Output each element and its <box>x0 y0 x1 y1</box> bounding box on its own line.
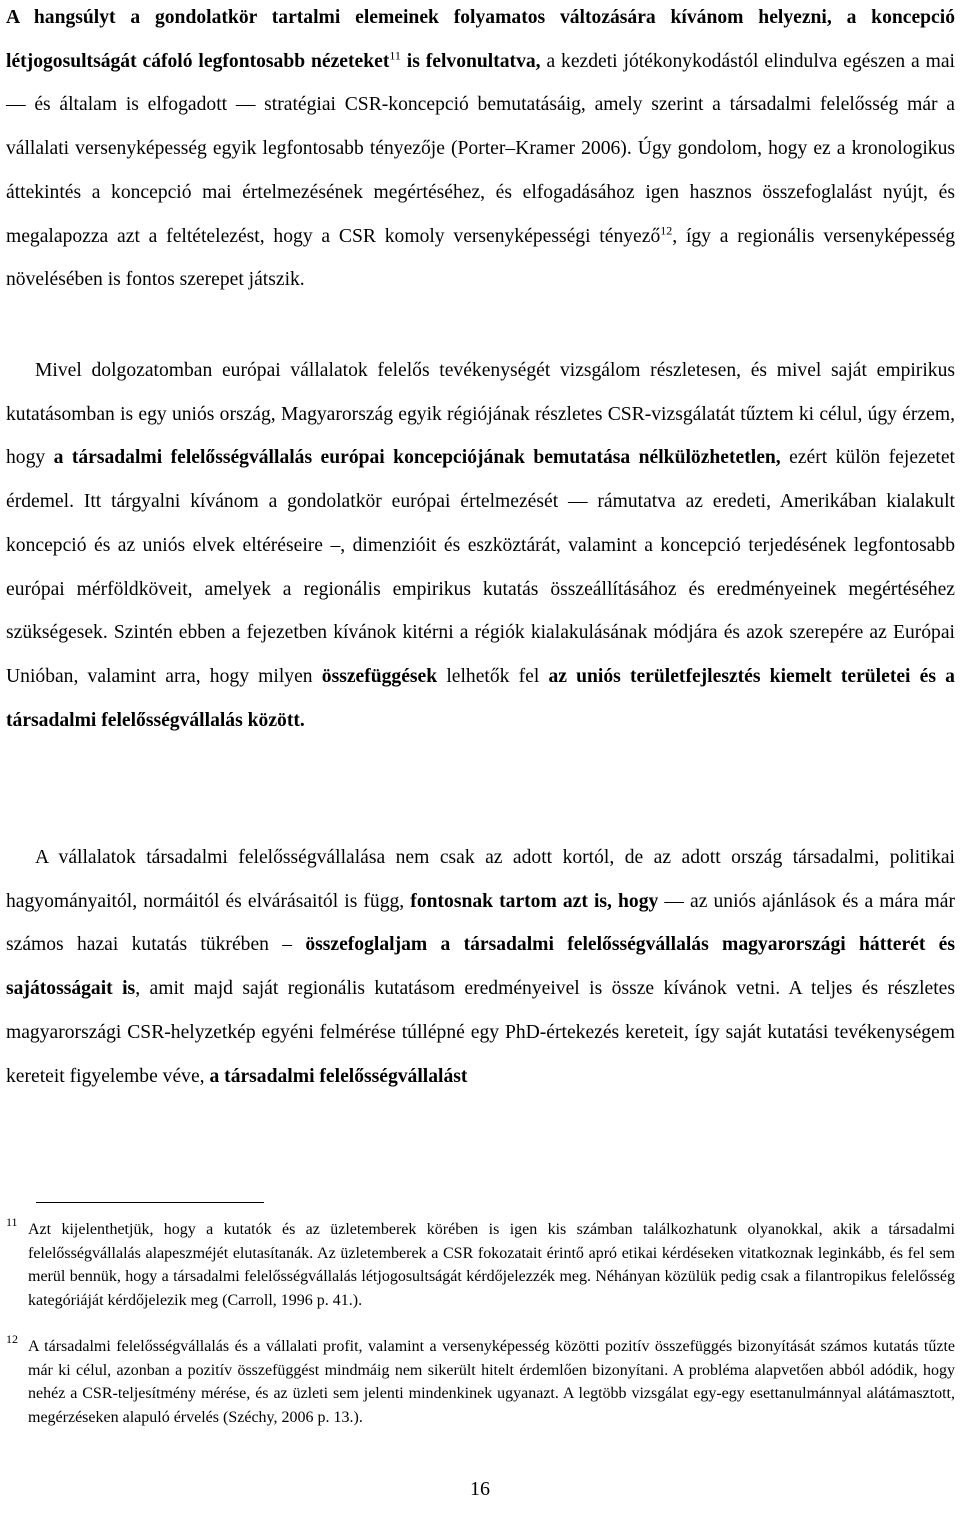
footnote-11-number: 11 <box>6 1215 18 1229</box>
paragraph-3-text-3: , amit majd saját regionális kutatásom eredményeivel is össze kívánok vetni. A teljes és részletes magyarországi CSR-helyzetkép egyéni felmérése túllépné egy PhD-értekezés kereteit, így saját kutatási tevékenységem kereteit figyelembe véve, <box>6 978 955 1087</box>
footnote-separator <box>36 1202 264 1203</box>
paragraph-3 <box>6 836 955 1098</box>
footnote-12-number: 12 <box>6 1332 18 1346</box>
paragraph-1-bold-tail: is felvonultatva, <box>400 50 547 72</box>
paragraph-1-bold-intro: A hangsúlyt a gondolatkör tartalmi elemeinek folyamatos változására kívánom helyezni, a koncepció létjogosultságát cáfoló legfontosabb nézeteket <box>6 7 955 72</box>
paragraph-3-bold-2: összefoglaljam a társadalmi felelősségvállalás magyarországi hátterét és sajátosságait is <box>6 934 955 1000</box>
footnote-ref-11[interactable]: 11 <box>389 48 401 63</box>
paragraph-2-text: Mivel dolgozatomban európai vállalatok felelős tevékenységét vizsgálom részletesen, és mivel saját empirikus kutatásomban is egy uniós ország, Magyarország egyik régiójának részletes CSR-vizsgálatát tűztem ki célul, úgy érzem, hogy <box>6 360 955 469</box>
footnote-12-text: A társadalmi felelősségvállalás és a vállalati profit, valamint a versenyképesség közötti pozitív összefüggés bizonyítását számos kutatás tűzte már ki célul, azonban a pozitív összefüggést mindmáig nem sikerült hitelt érdemlően bizonyítani. A probléma alapvetően abból adódik, hogy nehéz a CSR-teljesítmény mérése, és az üzleti sem jelenti mindenkinek ugyanazt. A legtöbb vizsgálat egy-egy esettanulmánnyal alátámasztott, megérzéseken alapuló érvelés (Széchy, 2006 p. 13.). <box>28 1338 955 1426</box>
paragraph-2-bold-2: összefüggések <box>321 665 438 687</box>
paragraph-2-text-2: ezért külön fejezetet érdemel. Itt tárgyalni kívánom a gondolatkör európai értelmezését — rámutatva az eredeti, Amerikában kialakult koncepció és az uniós elvek eltéréseire –, dimenzióit és eszköztárát, valamint a koncepció terjedésének legfontosabb európai mérföldköveit, amelyek a regionális empirikus kutatás összeállításához és eredményeinek megértéséhez szükségesek. Szintén ebben a fejezetben kívánok kitérni a régiók kialakulásának módjára és azok szerepére az Európai Unióban, valamint arra, hogy milyen <box>6 447 955 687</box>
footnote-11 <box>6 1215 955 1312</box>
page-number: 16 <box>470 1478 490 1500</box>
paragraph-2-text-3: lelhetők fel <box>437 665 549 687</box>
paragraph-1-text: a kezdeti jótékonykodástól elindulva egészen a mai — és általam is elfogadott — stratégiai CSR-koncepció bemutatásáig, amely szerint a társadalmi felelősség már a vállalati versenyképesség egyik legfontosabb tényezője (Porter–Kramer 2006). Úgy gondolom, hogy ez a kronologikus áttekintés a koncepció mai értelmezésének megértéséhez, és elfogadásához igen hasznos összefoglalást nyújt, és megalapozza azt a feltételezést, hogy a CSR komoly versenyképességi tényező <box>6 50 955 247</box>
paragraph-2-bold-1: a társadalmi felelősségvállalás európai koncepciójának bemutatása nélkülözhetetlen, <box>53 447 781 469</box>
paragraph-1-text-end: , így a regionális versenyképesség növelésében is fontos szerepet játszik. <box>6 225 956 291</box>
footnote-11-text: Azt kijelenthetjük, hogy a kutatók és az üzletemberek körében is igen kis számban találkozhatunk olyanokkal, akik a társadalmi felelősségvállalás alapeszméjét elutasítanák. Az üzletemberek a CSR fokozatait érintő apró etikai kérdéseken vitatkoznak leginkább, és fel sem merül bennük, hogy a társadalmi felelősségvállalás létjogosultságát kérdőjelezzék meg. Néhányan közülük pedig csak a filantropikus felelősség kategóriáját kérdőjelezik meg (Carroll, 1996 p. 41.). <box>28 1221 955 1309</box>
paragraph-3-bold-3: a társadalmi felelősségvállalást <box>209 1065 468 1087</box>
paragraph-3-bold-1: fontosnak tartom azt is, hogy <box>410 890 659 912</box>
paragraph-1 <box>6 0 955 302</box>
paragraph-3-text-2: — az uniós ajánlások és a mára már számos hazai kutatás tükrében – <box>6 890 955 956</box>
footnote-12 <box>6 1332 955 1429</box>
paragraph-3-text: A vállalatok társadalmi felelősségvállalása nem csak az adott kortól, de az adott ország társadalmi, politikai hagyományaitól, normáitól és elvárásaitól is függ, <box>6 847 955 912</box>
paragraph-2 <box>6 349 955 742</box>
paragraph-2-bold-3: az uniós területfejlesztés kiemelt területei és a társadalmi felelősségvállalás között. <box>6 665 955 731</box>
footnote-ref-12[interactable]: 12 <box>660 222 673 237</box>
